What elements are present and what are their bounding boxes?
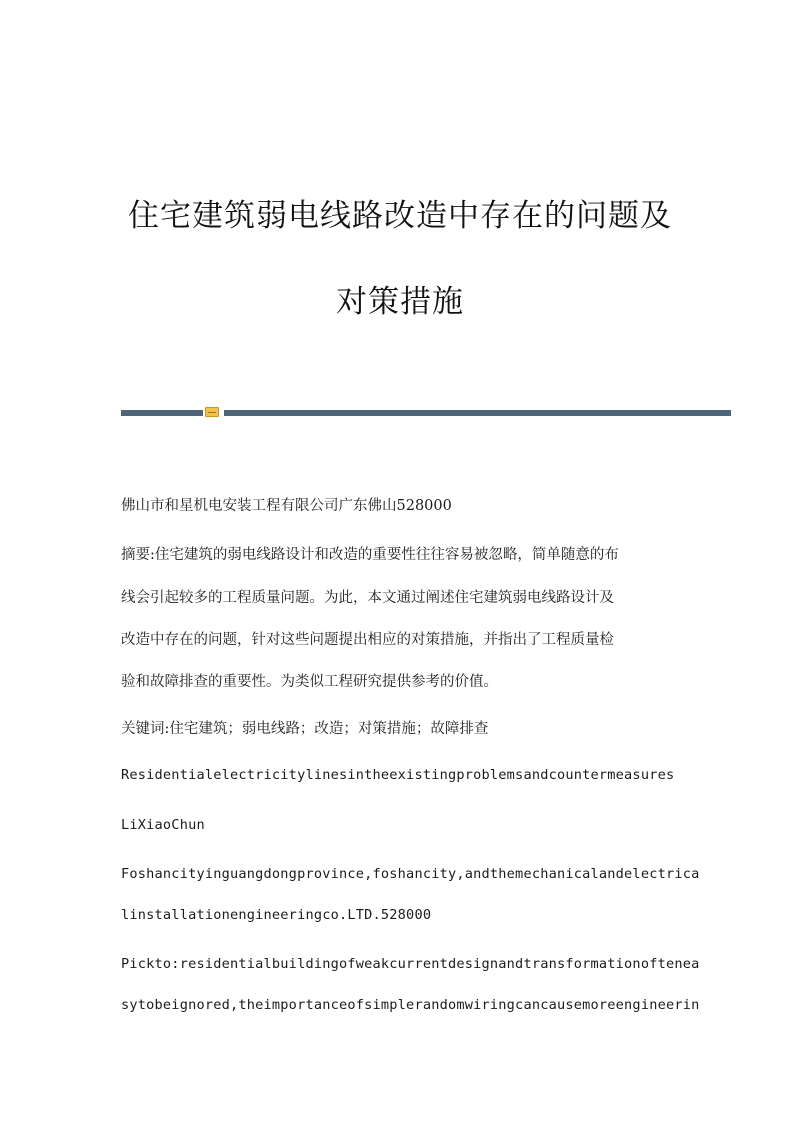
abstract-line-3: 改造中存在的问题，针对这些问题提出相应的对策措施，并指出了工程质量检 [121, 632, 614, 648]
english-abstract-line-2: sytobeignored,theimportanceofsimplerandomwiringcancausemoreengineerin [121, 997, 700, 1013]
keywords: 关键词:住宅建筑；弱电线路；改造；对策措施；故障排查 [121, 721, 489, 737]
english-affiliation-line-2: linstallationengineeringco.LTD.528000 [121, 907, 432, 923]
abstract-line-2: 线会引起较多的工程质量问题。为此，本文通过阐述住宅建筑弱电线路设计及 [121, 590, 614, 606]
envelope-icon [205, 407, 219, 417]
paper-title-line-2: 对策措施 [336, 284, 464, 320]
paper-title-line-1: 住宅建筑弱电线路改造中存在的问题及 [128, 198, 672, 234]
abstract-line-4: 验和故障排查的重要性。为类似工程研究提供参考的价值。 [121, 674, 498, 690]
abstract-line-1: 摘要:住宅建筑的弱电线路设计和改造的重要性往往容易被忽略，简单随意的布 [121, 547, 619, 563]
divider-bar-right [224, 410, 731, 416]
english-abstract-line-1: Pickto:residentialbuildingofweakcurrentdesignandtransformationoftenea [121, 956, 700, 972]
english-affiliation-line-1: Foshancityinguangdongprovince,foshancity,andthemechanicalandelectrica [121, 866, 700, 882]
english-title: Residentialelectricitylinesintheexistingproblemsandcountermeasures [121, 767, 675, 783]
english-author: LiXiaoChun [121, 817, 205, 833]
author-affiliation: 佛山市和星机电安装工程有限公司广东佛山528000 [121, 498, 452, 514]
divider-bar-left [121, 410, 203, 416]
